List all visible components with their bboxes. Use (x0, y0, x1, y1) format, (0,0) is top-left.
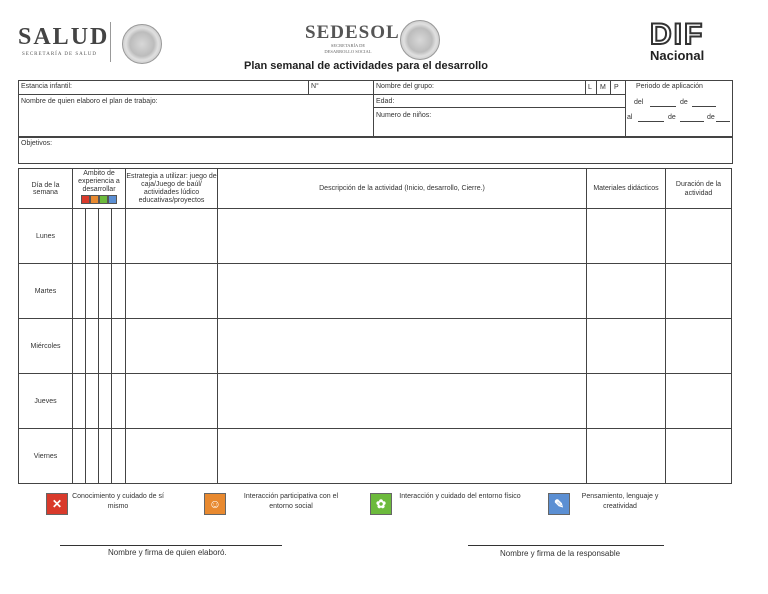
divider (18, 94, 373, 95)
group-icon: ☺ (204, 493, 226, 515)
col-materiales-label: Materiales didácticos (593, 185, 659, 192)
dif-logo-subtitle: Nacional (650, 48, 705, 63)
day-p[interactable]: P (614, 84, 619, 91)
legend-label: Pensamiento, lenguaje y creatividad (581, 493, 659, 510)
legend-label: Conocimiento y cuidado de sí mismo (72, 493, 164, 510)
signature-right-label: Nombre y firma de la responsable (500, 549, 621, 558)
table-header-row (19, 169, 732, 209)
mexico-seal-icon (122, 24, 162, 64)
signature-left-label: Nombre y firma de quien elaboró. (108, 548, 227, 557)
day-m[interactable]: M (600, 84, 606, 91)
de-label: de (668, 114, 676, 121)
day-cell: Jueves (19, 374, 73, 429)
date-line[interactable] (692, 106, 716, 107)
dif-logo: DIF (650, 18, 705, 51)
col-ambito-label: Ambito de experiencia a desarrollar (78, 170, 120, 193)
de-label: de (680, 99, 688, 106)
ambito-cell[interactable] (99, 429, 112, 484)
edad-label: Edad: (376, 98, 395, 105)
day-cell: Lunes (19, 209, 73, 264)
ambito-cell[interactable] (99, 374, 112, 429)
duracion-cell[interactable] (666, 264, 732, 319)
ambito-cell[interactable] (112, 264, 126, 319)
elaboro-label: Nombre de quien elaboro el plan de trabajo: (21, 98, 158, 105)
divider (373, 80, 374, 137)
materiales-cell[interactable] (587, 319, 666, 374)
ambito-cell[interactable] (73, 209, 86, 264)
materiales-cell[interactable] (587, 429, 666, 484)
de-label: de (707, 114, 715, 121)
divider (308, 80, 309, 94)
objetivos-box[interactable] (18, 137, 733, 164)
materiales-cell[interactable] (587, 209, 666, 264)
ambito-cell[interactable] (86, 209, 99, 264)
estrategia-cell[interactable] (126, 319, 218, 374)
materiales-cell[interactable] (587, 374, 666, 429)
date-line[interactable] (650, 106, 676, 107)
objetivos-label: Objetivos: (21, 140, 53, 147)
table-row (19, 209, 732, 264)
ambito-cell[interactable] (112, 209, 126, 264)
divider (610, 80, 611, 94)
al-label: al (627, 114, 633, 121)
signature-line[interactable] (468, 545, 664, 546)
group-icon (90, 195, 99, 204)
ambito-cell[interactable] (112, 374, 126, 429)
document-title: Plan semanal de actividades para el desarrollo (244, 60, 488, 72)
col-estrategia-label: Estrategia a utilizar: juego de caja/Juego de baúl/ actividades lúdico educativas/proyectos (126, 172, 217, 204)
estrategia-cell[interactable] (126, 264, 218, 319)
del-label: del (634, 99, 644, 106)
leaf-icon: ✿ (370, 493, 392, 515)
person-icon (81, 195, 90, 204)
ambito-cell[interactable] (112, 429, 126, 484)
day-l[interactable]: L (588, 84, 592, 91)
day-cell: Martes (19, 264, 73, 319)
divider (373, 107, 625, 108)
weekly-plan-table (18, 168, 732, 484)
materiales-cell[interactable] (587, 264, 666, 319)
descripcion-cell[interactable] (218, 429, 587, 484)
ambito-cell[interactable] (86, 319, 99, 374)
divider (373, 94, 625, 95)
divider (596, 80, 597, 94)
person-icon: ✕ (46, 493, 68, 515)
table-row (19, 264, 732, 319)
day-cell: Viernes (19, 429, 73, 484)
numero-label: N° (311, 83, 319, 90)
ambito-cell[interactable] (99, 319, 112, 374)
ambito-cell[interactable] (99, 209, 112, 264)
date-line[interactable] (638, 121, 664, 122)
salud-logo-subtitle: SECRETARÍA DE SALUD (22, 52, 97, 57)
ambito-cell[interactable] (86, 429, 99, 484)
estrategia-cell[interactable] (126, 374, 218, 429)
ambito-cell[interactable] (73, 264, 86, 319)
col-descripcion-header (218, 169, 587, 209)
estrategia-cell[interactable] (126, 429, 218, 484)
legend-label: Interacción participativa con el entorno social (243, 493, 339, 510)
ambito-cell[interactable] (73, 319, 86, 374)
estrategia-cell[interactable] (126, 209, 218, 264)
periodo-label: Periodo de aplicación (636, 83, 703, 90)
descripcion-cell[interactable] (218, 209, 587, 264)
col-ambito-header (73, 169, 126, 209)
col-dia-header (19, 169, 73, 209)
col-descripcion-label: Descripción de la actividad (Inicio, desarrollo, Cierre.) (319, 185, 485, 192)
ambito-cell[interactable] (99, 264, 112, 319)
col-materiales-header (587, 169, 666, 209)
logo-divider (110, 22, 111, 62)
descripcion-cell[interactable] (218, 264, 587, 319)
col-dia-label: Día de la semana (31, 181, 60, 196)
leaf-icon (99, 195, 108, 204)
date-line[interactable] (716, 121, 730, 122)
divider (585, 80, 586, 94)
ambito-cell[interactable] (73, 429, 86, 484)
ambito-cell[interactable] (86, 374, 99, 429)
date-line[interactable] (680, 121, 704, 122)
grupo-label: Nombre del grupo: (376, 83, 434, 90)
salud-logo: SALUD (18, 24, 110, 50)
duracion-cell[interactable] (666, 429, 732, 484)
ambito-cell[interactable] (112, 319, 126, 374)
ninos-label: Numero de niños: (376, 112, 432, 119)
table-row (19, 374, 732, 429)
col-estrategia-header (126, 169, 218, 209)
duracion-cell[interactable] (666, 319, 732, 374)
table-row (19, 319, 732, 374)
day-cell: Miércoles (19, 319, 73, 374)
signature-line[interactable] (60, 545, 282, 546)
descripcion-cell[interactable] (218, 374, 587, 429)
duracion-cell[interactable] (666, 374, 732, 429)
col-duracion-label: Duración de la actividad (675, 180, 722, 197)
sedesol-logo: SEDESOL (305, 22, 400, 43)
ambito-cell[interactable] (73, 374, 86, 429)
estancia-label: Estancia infantil: (21, 83, 72, 90)
sedesol-logo-subtitle: SECRETARÍA DE DESARROLLO SOCIAL (324, 43, 372, 54)
ambito-cell[interactable] (86, 264, 99, 319)
table-row (19, 429, 732, 484)
descripcion-cell[interactable] (218, 319, 587, 374)
col-duracion-header (666, 169, 732, 209)
mexico-seal-icon (400, 20, 440, 60)
legend-label: Interacción y cuidado del entorno físico (399, 493, 521, 500)
duracion-cell[interactable] (666, 209, 732, 264)
thought-icon (108, 195, 117, 204)
thought-icon: ✎ (548, 493, 570, 515)
divider (625, 80, 626, 137)
